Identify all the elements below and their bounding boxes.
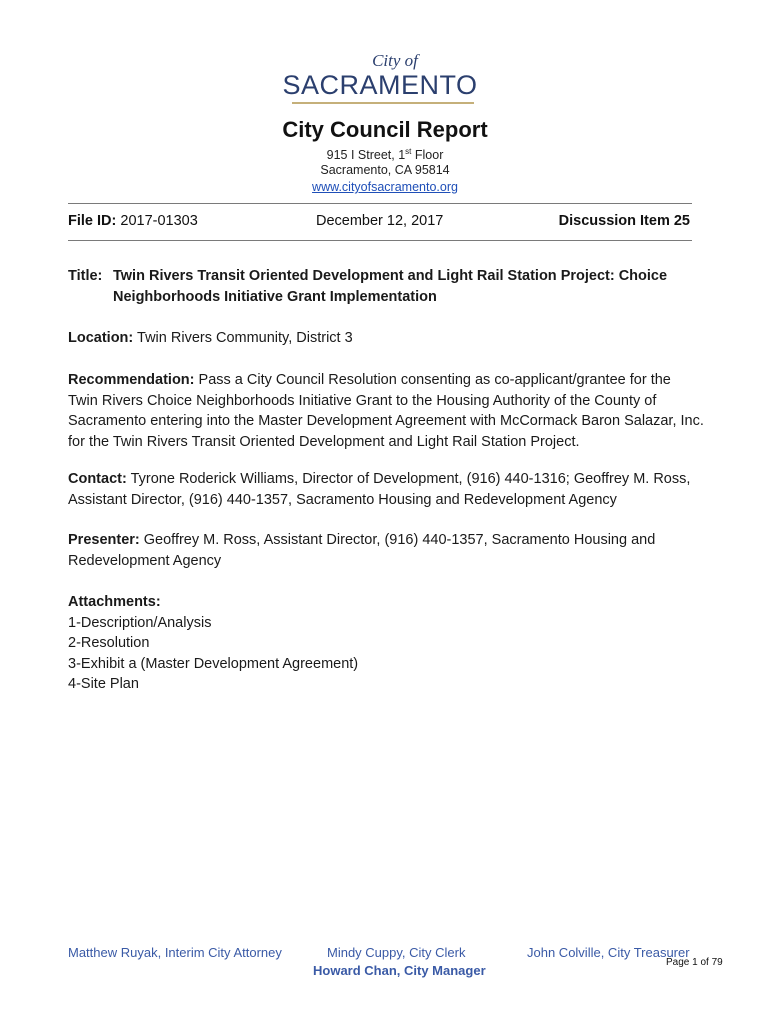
address-street: 915 I Street, 1 [326, 148, 406, 163]
footer-treasurer: John Colville, City Treasurer [527, 945, 690, 960]
attachment-item: 2-Resolution [68, 635, 150, 651]
website-line [0, 179, 770, 195]
attachments-section [68, 592, 708, 695]
footer-attorney: Matthew Ruyak, Interim City Attorney [68, 945, 282, 960]
contact-section [68, 469, 704, 510]
report-title: City Council Report [282, 117, 488, 142]
contact-label: Contact: [68, 471, 127, 487]
discussion-item: Discussion Item 25 [558, 213, 690, 229]
logo-city-of: City of [372, 51, 418, 70]
attachment-item: 4-Site Plan [68, 676, 139, 692]
file-id-label: File ID: [68, 213, 117, 229]
title-text: Twin Rivers Transit Oriented Development and Light Rail Station Project: Choice Neighborhoods Initiative Grant Implementation [113, 268, 668, 305]
title-label: Title: [68, 268, 103, 284]
address-line-2: Sacramento, CA 95814 [320, 163, 450, 177]
footer-manager: Howard Chan, City Manager [313, 963, 486, 978]
address-floor-suffix: st [405, 147, 412, 156]
attachment-item: 1-Description/Analysis [68, 614, 212, 631]
footer-clerk: Mindy Cuppy, City Clerk [327, 945, 466, 960]
logo-underline [292, 102, 474, 104]
presenter-text: Geoffrey M. Ross, Assistant Director, (916) 440-1357, Sacramento Housing and Redevelopment Agency [68, 532, 656, 569]
location-label: Location: [68, 330, 134, 346]
meeting-date: December 12, 2017 [316, 213, 444, 229]
attachment-item: 3-Exhibit a (Master Development Agreement) [68, 655, 359, 672]
file-id [68, 212, 198, 230]
contact-text: Tyrone Roderick Williams, Director of Development, (916) 440-1316; Geoffrey M. Ross, Assistant Director, (916) 440-1357, Sacramento Housing and Redevelopment Agency [68, 471, 691, 508]
logo-sacramento: SACRAMENTO [282, 70, 478, 100]
address-line-1 [0, 144, 770, 163]
presenter-section [68, 530, 704, 571]
location-text: Twin Rivers Community, District 3 [137, 330, 353, 346]
recommendation-text: Pass a City Council Resolution consenting as co-applicant/grantee for the Twin Rivers Choice Neighborhoods Initiative Grant to the Housing Authority of the County of Sacramento entering into the Master Development Agreement with McCormack Baron Salazar, Inc. for the Twin Rivers Transit Oriented Development and Light Rail Station Project. [68, 372, 704, 450]
attachments-label: Attachments: [68, 594, 161, 610]
address-floor: Floor [411, 148, 444, 163]
presenter-label: Presenter: [68, 532, 140, 548]
city-logo [280, 52, 480, 108]
recommendation-label: Recommendation: [68, 372, 195, 388]
recommendation-section [68, 370, 704, 452]
location-section [68, 328, 708, 349]
header-divider-bottom [68, 240, 692, 241]
file-id-value: 2017-01303 [120, 213, 198, 229]
header-divider-top [68, 203, 692, 204]
page-number: Page 1 of 79 [666, 957, 723, 968]
website-link[interactable]: www.cityofsacramento.org [312, 180, 458, 194]
